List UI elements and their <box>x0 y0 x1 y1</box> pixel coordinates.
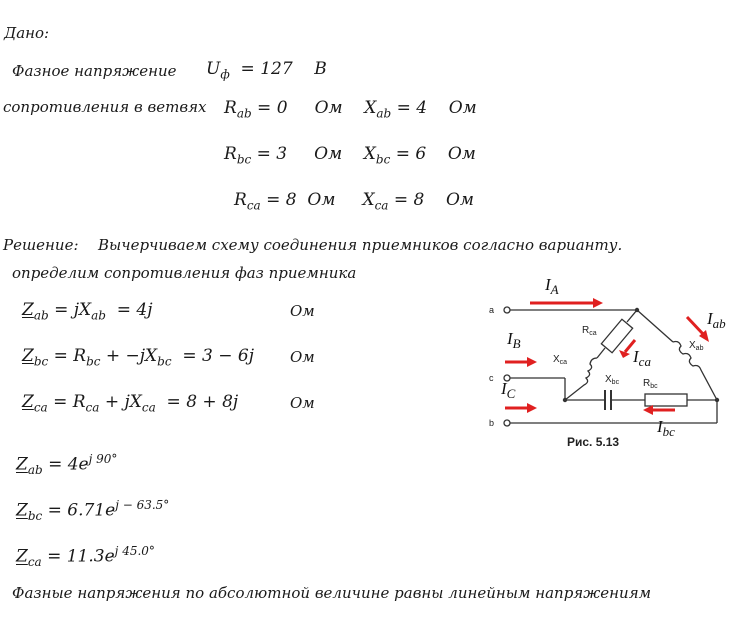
label-iab: $I_{ab}$ <box>707 309 726 331</box>
solution-step: определим сопротивления фаз приемника <box>12 264 357 282</box>
impedance-bc: $Z_{bc} = R_{bc} + -jX_{bc} = 3 - 6j$ <box>22 346 254 369</box>
footer-note: Фазные напряжения по абсолютной величине равны линейным напряжениям <box>12 584 652 602</box>
label-rbc: $R_{bc}$ <box>643 378 658 390</box>
polar-ca: $Z_{ca} = 11.3e^{j 45.0^\circ}$ <box>16 544 155 570</box>
polar-ab: $Z_{ab} = 4e^{j 90^\circ}$ <box>16 452 118 478</box>
terminal-a <box>504 307 510 313</box>
label-ica: $I_{ca}$ <box>633 347 651 369</box>
phase-voltage-label: Фазное напряжение <box>12 62 177 80</box>
node-label-a: a <box>489 305 495 315</box>
phase-voltage-formula: $U_ф = 127$ В <box>206 59 327 82</box>
solution-text: Вычерчиваем схему соединения приемников согласно варианту. <box>98 236 623 254</box>
branch-resistances-label: сопротивления в ветвях <box>3 98 207 116</box>
polar-bc: $Z_{bc} = 6.71e^{j - 63.5^\circ}$ <box>16 498 170 524</box>
node-label-b: b <box>489 418 495 428</box>
impedance-bc-unit: Ом <box>290 348 315 366</box>
resistance-row-ca: $R_{ca} = 8$ Ом $X_{ca} = 8$ Ом <box>234 190 474 213</box>
impedance-ab-unit: Ом <box>290 302 315 320</box>
impedance-ca-unit: Ом <box>290 394 315 412</box>
arrow-iab <box>687 317 703 334</box>
xca-coil <box>565 358 597 400</box>
label-ic: $I_C$ <box>501 379 516 401</box>
impedance-ab: $Z_{ab} = jX_{ab} = 4j$ <box>22 300 153 323</box>
resistor-rbc <box>645 394 687 406</box>
terminal-b <box>504 420 510 426</box>
solution-label: Решение: <box>3 236 79 254</box>
label-ib: $I_B$ <box>507 329 521 351</box>
label-xca: $X_{ca}$ <box>553 354 568 366</box>
label-xab: $X_{ab}$ <box>689 340 704 352</box>
node-label-c: c <box>489 373 494 383</box>
impedance-ca: $Z_{ca} = R_{ca} + jX_{ca} = 8 + 8j$ <box>22 392 239 415</box>
circuit-diagram <box>475 270 750 450</box>
given-label: Дано: <box>4 24 50 42</box>
figure-caption: Рис. 5.13 <box>567 435 620 449</box>
label-ia: $I_A$ <box>545 275 559 297</box>
label-ibc: $I_{bc}$ <box>657 417 675 439</box>
resistance-row-bc: $R_{bc} = 3$ Ом $X_{bc} = 6$ Ом <box>224 144 476 167</box>
resistance-row-ab: $R_{ab} = 0$ Ом $X_{ab} = 4$ Ом <box>224 98 477 121</box>
label-xbc: $X_{bc}$ <box>605 374 620 386</box>
label-rca: $R_{ca}$ <box>582 325 597 337</box>
